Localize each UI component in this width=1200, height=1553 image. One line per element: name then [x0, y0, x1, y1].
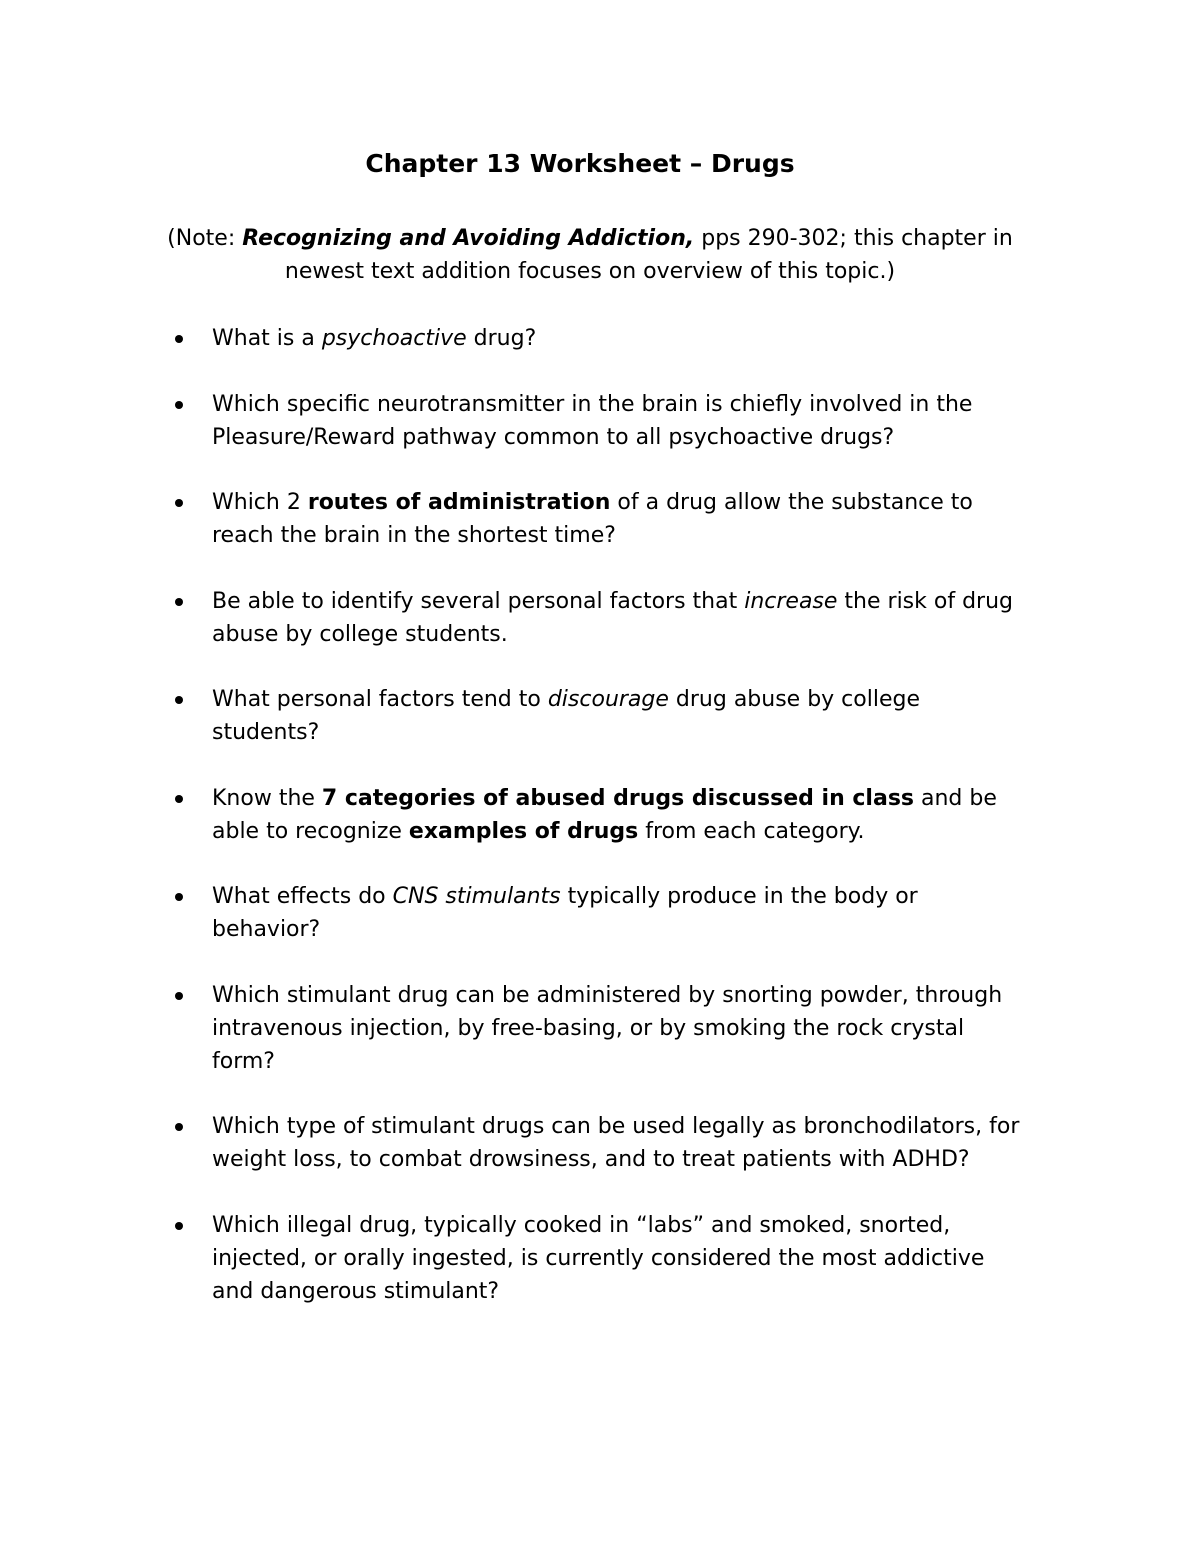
bullet-icon	[175, 1222, 183, 1230]
question-text: What personal factors tend to	[212, 687, 548, 712]
question-item	[0, 322, 1032, 355]
page-title: Chapter 13 Worksheet – Drugs	[365, 149, 795, 178]
question-item	[0, 979, 1032, 1078]
question-text: Which stimulant drug can be administered by snorting powder, through intravenous injection, by free-basing, or by smoking the rock crystal form?	[212, 982, 1003, 1074]
question-item	[0, 388, 1032, 454]
question-text: and be able to recognize	[212, 785, 997, 844]
bullet-icon	[175, 499, 183, 507]
question-text: Which illegal drug, typically cooked in “labs” and smoked, snorted, injected, or orally ingested, is currently considered the most addictive and dangerous stimulant?	[212, 1212, 985, 1304]
question-item	[0, 1209, 1032, 1308]
question-text: from each category.	[638, 818, 865, 844]
bullet-icon	[175, 401, 183, 409]
question-list	[0, 322, 1200, 1340]
question-text: typically produce in the body or behavior?	[212, 884, 918, 942]
question-item	[0, 683, 1032, 749]
bullet-icon	[175, 696, 183, 704]
question-emphasis: psychoactive	[321, 326, 467, 351]
question-text: of a drug allow the substance to reach the brain in the shortest time?	[212, 490, 973, 548]
question-text: Be able to identify several personal factors that	[212, 588, 745, 614]
question-item	[0, 782, 1032, 848]
question-item	[0, 585, 1032, 651]
bullet-icon	[175, 893, 183, 901]
question-text: the risk of drug abuse by college students.	[212, 588, 1013, 647]
question-item	[0, 486, 1032, 552]
bullet-icon	[175, 992, 183, 1000]
question-text: drug?	[466, 326, 537, 351]
note-source: Recognizing and Avoiding Addiction,	[242, 226, 695, 251]
question-text: What is a	[212, 326, 322, 351]
question-emphasis: increase	[744, 588, 838, 614]
question-emphasis: CNS stimulants	[392, 884, 561, 909]
bullet-icon	[175, 335, 183, 343]
question-emphasis: discourage	[547, 687, 669, 712]
question-text: drug abuse by college students?	[212, 687, 920, 745]
bullet-icon	[175, 795, 183, 803]
question-text: Which type of stimulant drugs can be used legally as bronchodilators, for weight loss, to combat drowsiness, and to treat patients with ADHD?	[212, 1114, 1020, 1172]
question-text: Know the	[212, 785, 322, 811]
question-emphasis: routes of administration	[307, 490, 611, 515]
question-item	[0, 880, 1032, 946]
question-text: Which specific neurotransmitter in the brain is chiefly involved in the Pleasure/Reward pathway common to all psychoactive drugs?	[212, 391, 973, 450]
chapter-note	[160, 222, 1020, 288]
bullet-icon	[175, 598, 183, 606]
bullet-icon	[175, 1123, 183, 1131]
question-text: What effects do	[212, 884, 393, 909]
note-open: (Note:	[167, 226, 243, 251]
question-emphasis: 7 categories of abused drugs discussed in class	[321, 785, 915, 811]
question-item	[0, 1110, 1032, 1176]
note-rest: pps 290-302; this chapter in newest text addition focuses on overview of this topic.)	[284, 226, 1013, 284]
question-emphasis: examples of drugs	[408, 818, 639, 844]
question-text: Which 2	[212, 490, 308, 515]
